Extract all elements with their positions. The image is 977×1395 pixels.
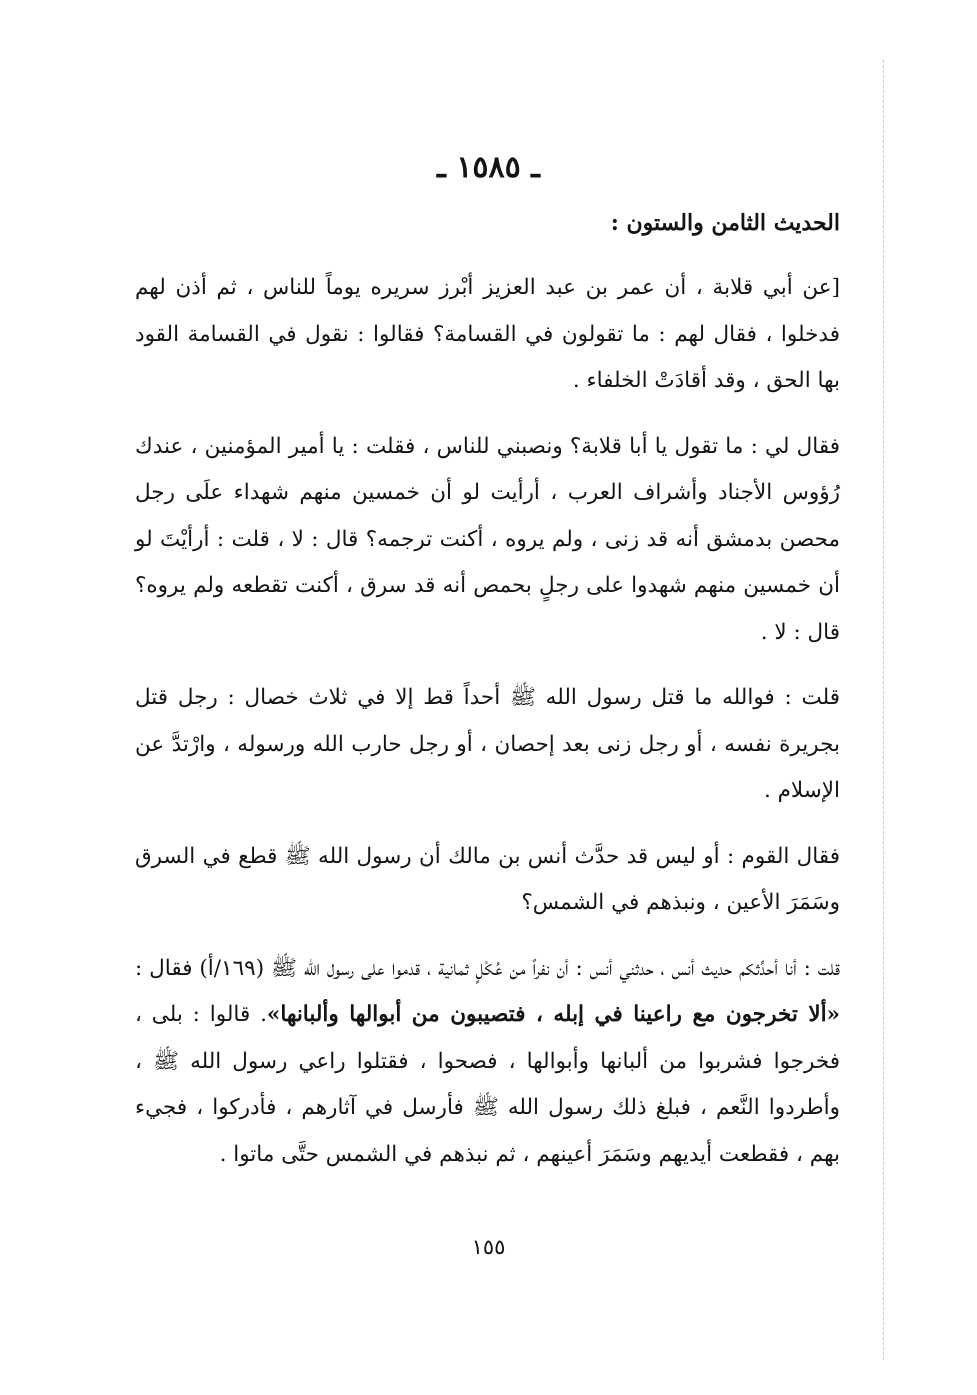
hadith-body bbox=[135, 265, 840, 1197]
paragraph-2: فقال لي : ما تقول يا أبا قلابة؟ ونصبني للناس ، فقلت : يا أمير المؤمنين ، عندك رُؤوس الأجناد وأشراف العرب ، أرأيت لو أن خمسين منهم شهداء علَى رجل محصن بدمشق أنه قد زنى ، ولم يروه ، أكنت ترجمه؟ قال : لا ، قلت : أرأيْتَ لو أن خمسين منهم شهدوا على رجلٍ بحمص أنه قد سرق ، أكنت تقطعه ولم يروه؟ قال : لا . bbox=[135, 433, 840, 645]
scan-fold-line bbox=[883, 60, 884, 1360]
page-number: ١٥٥ bbox=[471, 1235, 506, 1259]
hadith-number: ـ ١٥٨٥ ـ bbox=[437, 150, 540, 185]
paragraph-5-start: قلت : أنا أحدِّثكم حديث أنس ، حدثني أنس : أن نفراً من عُكْلٍ ثمانية ، قدموا على رسول الله ﷺ (١٦٩/أ) فقال : bbox=[135, 955, 840, 981]
prophet-quote: «ألا تخرجون مع راعينا في إبله ، فتصيبون من أبوالها وألبانها» bbox=[266, 1002, 840, 1027]
paragraph-4: فقال القوم : أو ليس قد حدَّث أنس بن مالك أن رسول الله ﷺ قطع في السرق وسَمَرَ الأعين ، ونبذهم في الشمس؟ bbox=[135, 843, 840, 915]
paragraph-3: قلت : فوالله ما قتل رسول الله ﷺ أحداً قط إلا في ثلاث خصال : رجل قتل بجريرة نفسه ، أو رجل زنى بعد إحصان ، أو رجل حارب الله ورسوله ، وارْتدَّ عن الإسلام . bbox=[135, 685, 840, 803]
hadith-title: الحديث الثامن والستون : bbox=[610, 210, 840, 236]
paragraph-1: [عن أبي قلابة ، أن عمر بن عبد العزيز أبْرز سريره يوماً للناس ، ثم أذن لهم فدخلوا ، فقال لهم : ما تقولون في القسامة؟ فقالوا : نقول في القسامة القود بها الحق ، وقد أقادَتْ الخلفاء . bbox=[135, 275, 840, 393]
paragraph-5 bbox=[135, 946, 840, 1179]
paragraph-5-end: . قالوا : بلى ، فخرجوا فشربوا من ألبانها وأبوالها ، فصحوا ، فقتلوا راعي رسول الله ﷺ ، وأطردوا النَّعم ، فبلغ ذلك رسول الله ﷺ فأرسل في آثارهم ، فأدركوا ، فجيء بهم ، فقطعت أيديهم وسَمَرَ أعينهم ، ثم نبذهم في الشمس حتَّى ماتوا . bbox=[135, 1002, 840, 1167]
